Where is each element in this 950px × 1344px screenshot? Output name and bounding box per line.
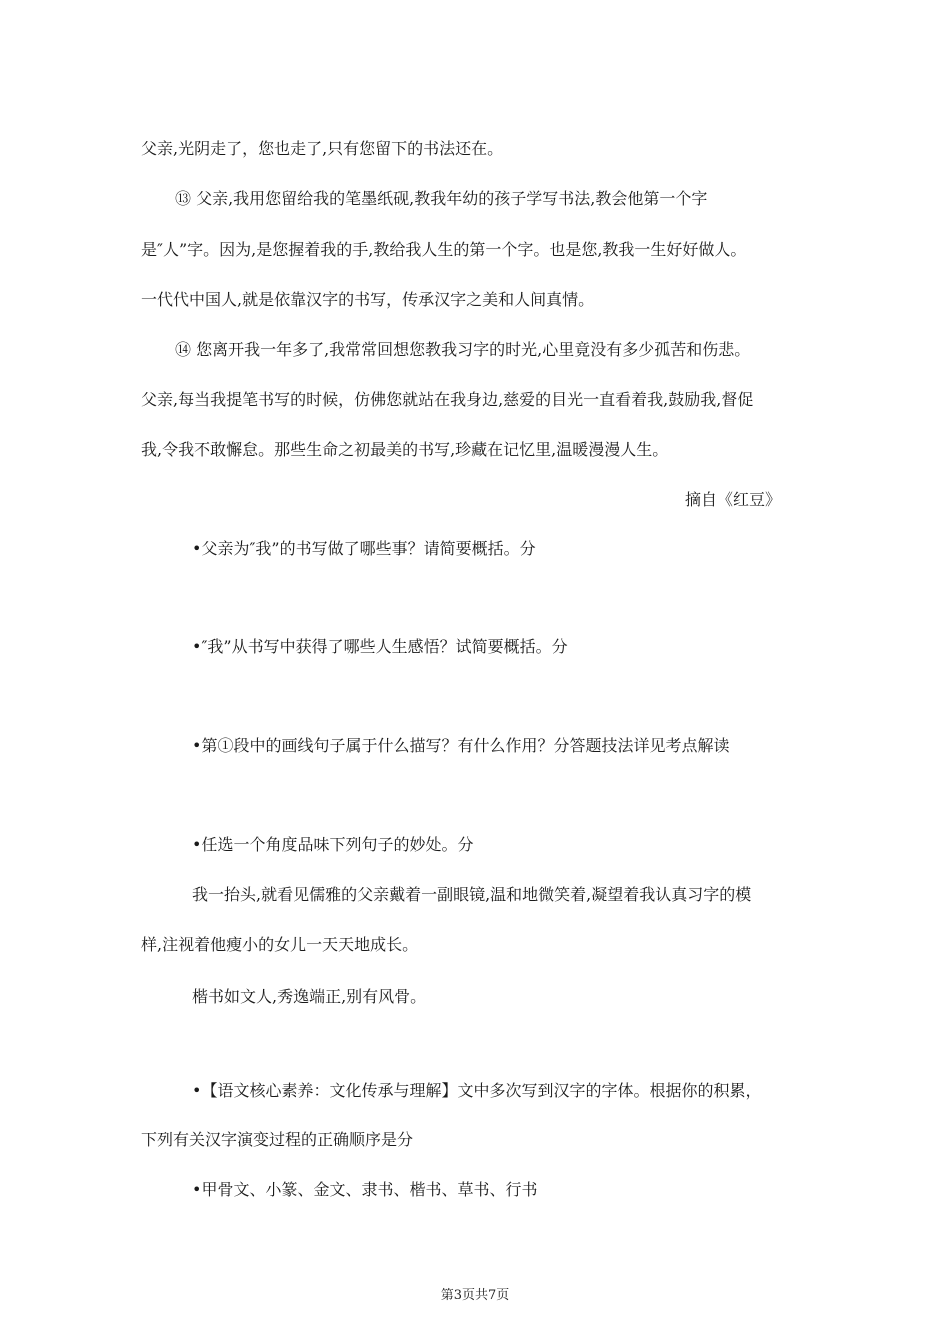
question-1: •父亲为″我”的书写做了哪些事？请简要概括。分 xyxy=(192,539,536,558)
quoted-sentence: 楷书如文人,秀逸端正,别有风骨。 xyxy=(192,987,427,1006)
question-4: •任选一个角度品味下列句子的妙处。分 xyxy=(192,835,474,854)
question-5-cont: 下列有关汉字演变过程的正确顺序是分 xyxy=(141,1130,414,1149)
question-3: •第①段中的画线句子属于什么描写？有什么作用？分答题技法详见考点解读 xyxy=(192,736,730,755)
question-5: •【语文核心素养：文化传承与理解】文中多次写到汉字的字体。根据你的积累， xyxy=(192,1081,762,1100)
quoted-sentence: 我一抬头,就看见儒雅的父亲戴着一副眼镜,温和地微笑着,凝望着我认真习字的模 xyxy=(192,885,752,904)
paragraph-line: 我,令我不敢懈怠。那些生命之初最美的书写,珍藏在记忆里,温暖漫漫人生。 xyxy=(141,440,669,459)
source-citation: 摘自《红豆》 xyxy=(685,490,782,509)
paragraph-line: 父亲,光阴走了，您也走了,只有您留下的书法还在。 xyxy=(141,139,504,158)
paragraph-line: 父亲,每当我提笔书写的时候，仿佛您就站在我身边,慈爱的目光一直看着我,鼓励我,督促 xyxy=(141,390,754,409)
paragraph-13: ⑬ 父亲,我用您留给我的笔墨纸砚,教我年幼的孩子学写书法,教会他第一个字 xyxy=(175,189,708,208)
page-number: 第3页共7页 xyxy=(440,1288,510,1303)
question-2: •″我”从书写中获得了哪些人生感悟？试简要概括。分 xyxy=(192,637,568,656)
paragraph-line: 是″人”字。因为,是您握着我的手,教给我人生的第一个字。也是您,教我一生好好做人。 xyxy=(141,240,747,259)
paragraph-14: ⑭ 您离开我一年多了,我常常回想您教我习字的时光,心里竟没有多少孤苦和伤悲。 xyxy=(175,340,751,359)
paragraph-line: 一代代中国人,就是依靠汉字的书写，传承汉字之美和人间真情。 xyxy=(141,290,595,309)
answer-option: •甲骨文、小篆、金文、隶书、楷书、草书、行书 xyxy=(192,1180,538,1199)
quoted-sentence: 样,注视着他瘦小的女儿一天天地成长。 xyxy=(141,935,419,954)
